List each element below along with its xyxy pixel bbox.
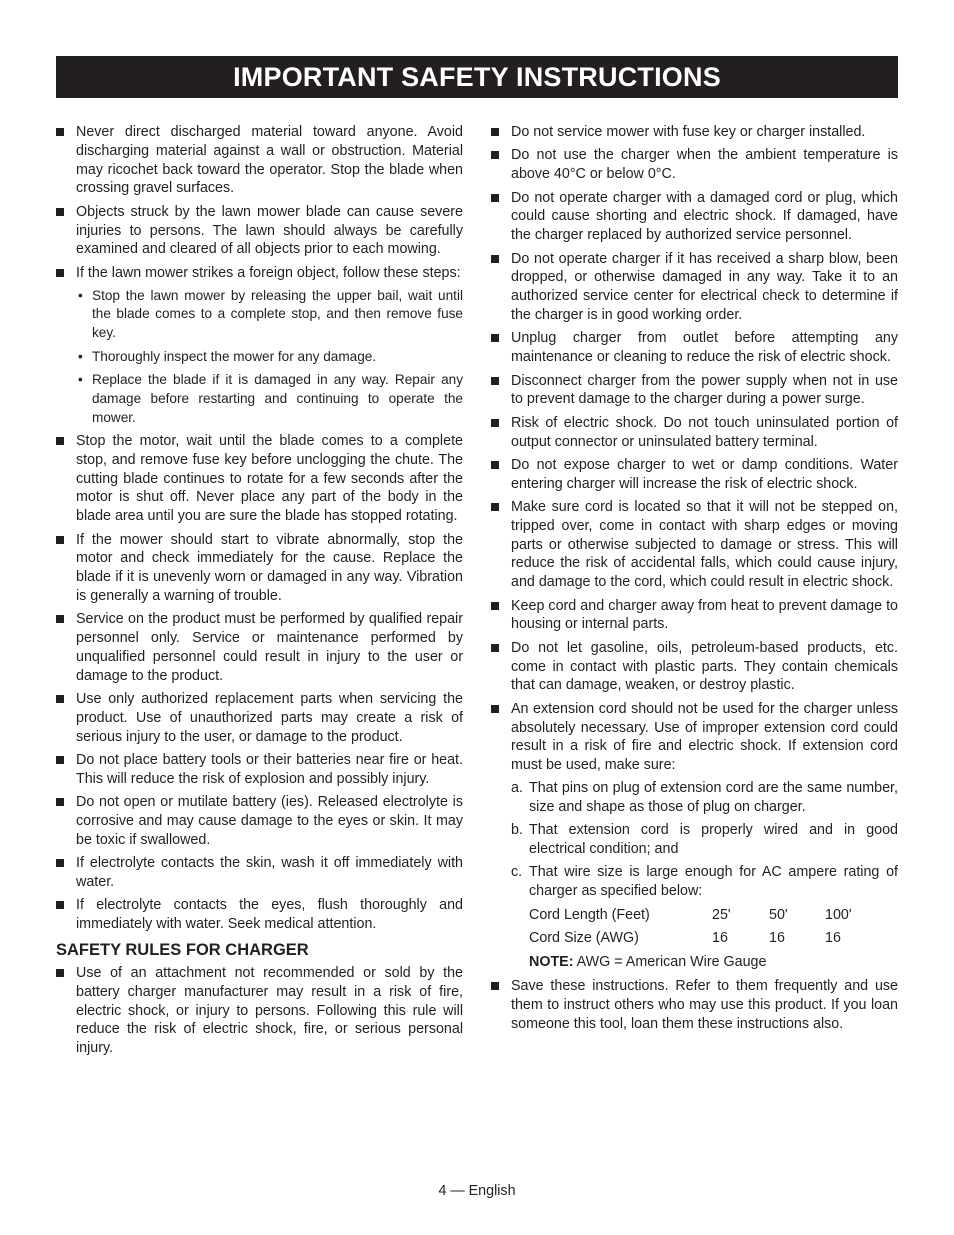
list-item: Disconnect charger from the power supply when not in use to prevent damage to the charger during a power surge.: [491, 372, 898, 410]
list-item: Use of an attachment not recommended or sold by the battery charger manufacturer may result in a risk of fire, electric shock, or injury to persons. Following this rule will reduce the risk of electric shock, fire, or serious personal injury.: [56, 964, 463, 1058]
awg-note: [529, 953, 898, 972]
list-item: Objects struck by the lawn mower blade can cause severe injuries to persons. The lawn should always be carefully examined and cleared of all objects prior to each mowing.: [56, 203, 463, 259]
table-row: [529, 906, 852, 930]
list-item: Never direct discharged material toward anyone. Avoid discharging material against a wall or obstruction. Material may ricochet back toward the operator. Stop the blade when crossing gravel surfaces.: [56, 123, 463, 198]
table-cell: Cord Size (AWG): [529, 930, 639, 947]
charger-rules-list: [56, 964, 463, 1058]
list-item-text: An extension cord should not be used for the charger unless absolutely necessary. Use of improper extension cord could result in a risk of fire and electric shock. If extension cord must be used, make sure:: [511, 700, 898, 774]
note-label: NOTE:: [529, 953, 574, 970]
list-item: Do not operate charger with a damaged cord or plug, which could cause shorting and electric shock. If damaged, have the charger replaced by authorized service personnel.: [491, 189, 898, 245]
list-item: Stop the motor, wait until the blade comes to a complete stop, and remove fuse key before unclogging the chute. The cutting blade continues to rotate for a few seconds after the motor is shut off. Never place any part of the body in the blade area until you are sure the blade has stopped rotating.: [56, 432, 463, 526]
list-item: Use only authorized replacement parts when servicing the product. Use of unauthorized parts may create a risk of serious injury to the user, or damage to the product.: [56, 690, 463, 746]
note-text: AWG = American Wire Gauge: [573, 953, 767, 970]
list-item: Do not let gasoline, oils, petroleum-based products, etc. come in contact with plastic parts. They contain chemicals that can damage, weaken, or destroy plastic.: [491, 639, 898, 695]
foreign-object-steps: [76, 287, 463, 428]
list-item-extension-cord: [491, 700, 898, 972]
left-column: [56, 123, 463, 1063]
table-cell: 16: [825, 930, 841, 947]
table-cell: 50': [769, 906, 788, 923]
section-title-charger: SAFETY RULES FOR CHARGER: [56, 941, 309, 959]
list-item: Do not service mower with fuse key or charger installed.: [491, 123, 898, 142]
condition-item: [511, 779, 898, 817]
table-cell: 25': [712, 906, 731, 923]
list-item: Do not expose charger to wet or damp conditions. Water entering charger will increase the risk of electric shock.: [491, 456, 898, 494]
sub-list-item: • Stop the lawn mower by releasing the upper bail, wait until the blade comes to a complete stop, and then remove fuse key.: [76, 287, 463, 343]
condition-item: [511, 821, 898, 859]
list-item: Keep cord and charger away from heat to prevent damage to housing or internal parts.: [491, 597, 898, 635]
extension-cord-conditions: [511, 779, 898, 901]
list-item: If electrolyte contacts the skin, wash it off immediately with water.: [56, 854, 463, 892]
list-item: Do not operate charger if it has received a sharp blow, been dropped, or otherwise damaged in any way. Take it to an authorized service center for electrical check to determine if the charger is in good working order.: [491, 250, 898, 325]
table-cell: 16: [712, 930, 728, 947]
condition-letter: b.: [511, 822, 523, 839]
table-cell: Cord Length (Feet): [529, 906, 650, 923]
condition-item: [511, 863, 898, 901]
list-item: If the mower should start to vibrate abnormally, stop the motor and check immediately for the cause. Replace the blade if it is unevenly worn or damaged in any way. Vibration is generally a warning of trouble.: [56, 531, 463, 606]
list-item: Service on the product must be performed by qualified repair personnel only. Service or maintenance performed by unqualified personnel could result in injury to the user or damage to the product.: [56, 610, 463, 685]
list-item-text: If the lawn mower strikes a foreign object, follow these steps:: [76, 264, 461, 281]
table-cell: 100': [825, 906, 852, 923]
list-item: Do not open or mutilate battery (ies). Released electrolyte is corrosive and may cause damage to the eyes or skin. It may be toxic if swallowed.: [56, 793, 463, 849]
list-item: [56, 264, 463, 428]
list-item: Do not place battery tools or their batteries near fire or heat. This will reduce the risk of explosion and possibly injury.: [56, 751, 463, 789]
page-number: 4 — English: [438, 1183, 516, 1199]
condition-text: That extension cord is properly wired and in good electrical condition; and: [529, 822, 898, 858]
safety-list-right: [491, 123, 898, 1034]
condition-letter: a.: [511, 780, 523, 797]
condition-text: That wire size is large enough for AC ampere rating of charger as specified below:: [529, 864, 898, 900]
list-item: Save these instructions. Refer to them frequently and use them to instruct others who may use this product. If you loan someone this tool, loan them these instructions also.: [491, 977, 898, 1033]
table-cell: 16: [769, 930, 785, 947]
list-item: Do not use the charger when the ambient temperature is above 40°C or below 0°C.: [491, 146, 898, 184]
condition-text: That pins on plug of extension cord are the same number, size and shape as those of plug on charger.: [529, 780, 898, 815]
sub-list-item: • Replace the blade if it is damaged in any way. Repair any damage before restarting and continuing to operate the mower.: [76, 371, 463, 427]
list-item: If electrolyte contacts the eyes, flush thoroughly and immediately with water. Seek medical attention.: [56, 896, 463, 934]
page-title: IMPORTANT SAFETY INSTRUCTIONS: [56, 56, 898, 98]
table-row: [529, 929, 852, 953]
safety-list-left: [56, 123, 463, 934]
right-column: [491, 123, 898, 1038]
sub-list-item: • Thoroughly inspect the mower for any damage.: [76, 348, 463, 367]
list-item: Risk of electric shock. Do not touch uninsulated portion of output connector or uninsulated battery terminal.: [491, 414, 898, 452]
cord-size-table: [529, 906, 852, 953]
list-item: Unplug charger from outlet before attempting any maintenance or cleaning to reduce the risk of electric shock.: [491, 329, 898, 367]
list-item: Make sure cord is located so that it will not be stepped on, tripped over, come in contact with sharp edges or moving parts or otherwise subjected to damage or stress. This will reduce the risk of accidental falls, which could cause injury, and damage to the cord, which could result in electric shock.: [491, 498, 898, 592]
condition-letter: c.: [511, 864, 523, 881]
